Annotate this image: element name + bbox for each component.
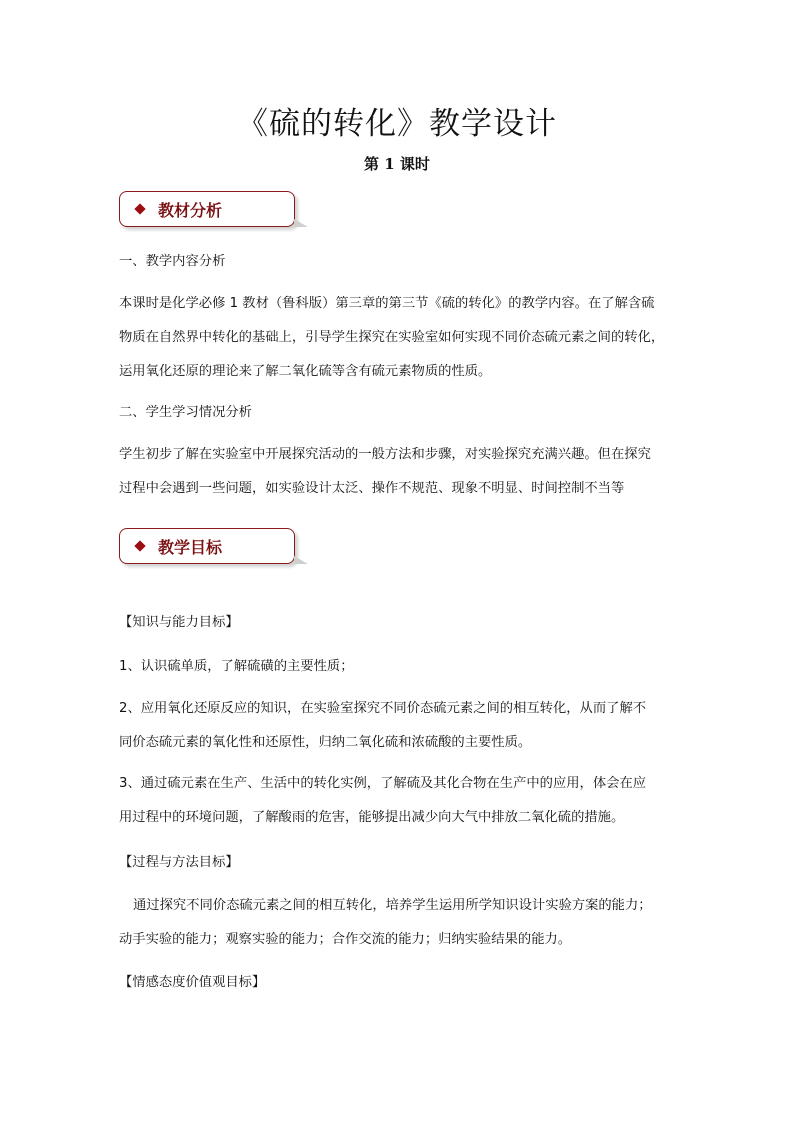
paragraph-content-analysis: [119, 287, 685, 389]
diamond-bullet-icon: [134, 203, 145, 214]
section-header-teaching-objectives: [119, 528, 295, 564]
heading-content-analysis: 一、教学内容分析: [119, 254, 226, 269]
text-line: 学生初步了解在实验室中开展探究活动的一般方法和步骤，对实验探究充满兴趣。但在探究: [119, 447, 651, 462]
objective-item-3: [119, 767, 685, 835]
heading-process-method: 【过程与方法目标】: [119, 855, 239, 870]
diamond-bullet-icon: [134, 540, 145, 551]
objective-item-2: [119, 692, 685, 760]
section-label: 教材分析: [158, 200, 223, 220]
heading-knowledge-ability: 【知识与能力目标】: [119, 615, 239, 630]
text-line: 通过探究不同价态硫元素之间的相互转化，培养学生运用所学知识设计实验方案的能力；: [133, 898, 652, 913]
text-line: 3、通过硫元素在生产、生活中的转化实例，了解硫及其化合物在生产中的应用，体会在应: [119, 776, 647, 791]
box-tail: [294, 556, 308, 564]
text-line: 物质在自然界中转化的基础上，引导学生探究在实验室如何实现不同价态硫元素之间的转化，: [119, 330, 665, 345]
text-line: 过程中会遇到一些问题，如实验设计太泛、操作不规范、现象不明显、时间控制不当等: [119, 481, 625, 496]
text-line: 同价态硫元素的氧化性和还原性，归纳二氧化硫和浓硫酸的主要性质。: [119, 735, 532, 750]
text-line: 运用氧化还原的理论来了解二氧化硫等含有硫元素物质的性质。: [119, 364, 492, 379]
text-line: 动手实验的能力；观察实验的能力；合作交流的能力；归纳实验结果的能力。: [119, 932, 572, 947]
text-line: 用过程中的环境问题，了解酸雨的危害，能够提出减少向大气中排放二氧化硫的措施。: [119, 810, 625, 825]
section-label: 教学目标: [158, 537, 223, 557]
document-title: 《硫的转化》教学设计: [237, 106, 557, 142]
objective-item-1: 1、认识硫单质，了解硫磺的主要性质；: [119, 659, 354, 674]
heading-emotion-values: 【情感态度价值观目标】: [119, 975, 266, 990]
box-tail: [294, 219, 308, 227]
text-line: 本课时是化学必修 1 教材（鲁科版）第三章的第三节《硫的转化》的教学内容。在了解含硫: [119, 296, 655, 311]
paragraph-process-method: [119, 889, 685, 957]
heading-student-analysis: 二、学生学习情况分析: [119, 405, 252, 420]
document-subtitle: 第 1 课时: [364, 155, 430, 173]
section-header-textbook-analysis: [119, 191, 295, 227]
paragraph-student-analysis: [119, 438, 685, 506]
text-line: 2、应用氧化还原反应的知识，在实验室探究不同价态硫元素之间的相互转化，从而了解不: [119, 701, 647, 716]
